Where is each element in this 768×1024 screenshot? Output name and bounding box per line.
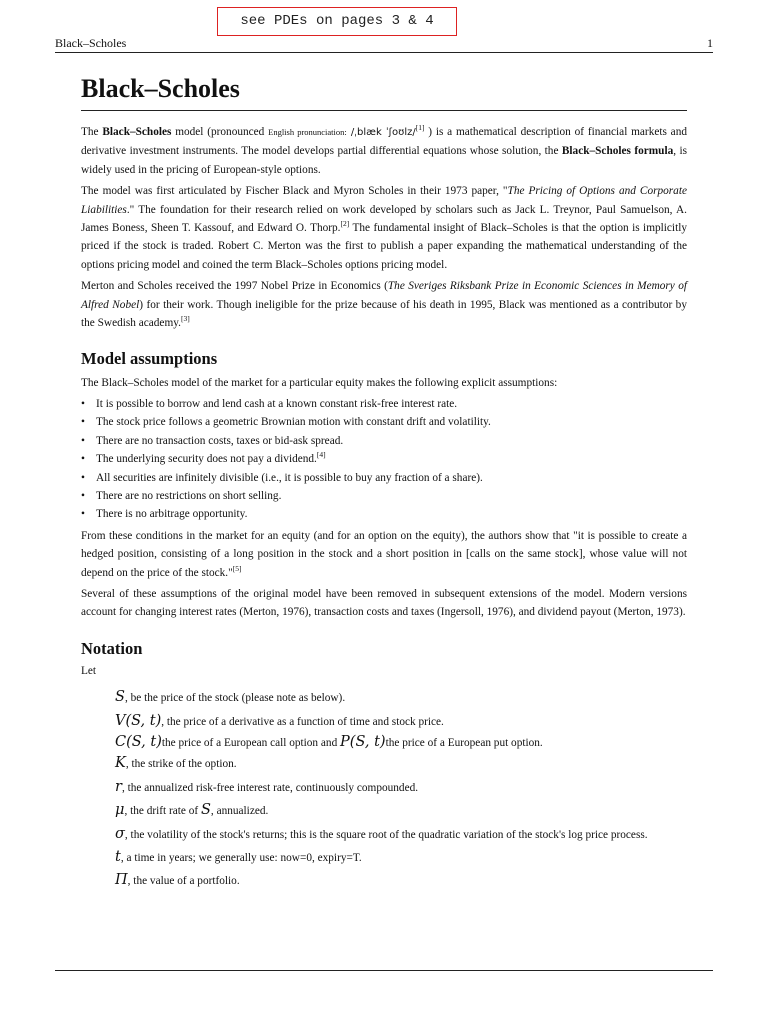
notation-item-pi: Π, the value of a portfolio. xyxy=(115,872,240,889)
notation-item-r: r, the annualized risk-free interest rate, continuously compounded. xyxy=(115,778,419,795)
assumptions-list xyxy=(81,395,687,524)
term-black-scholes-formula: Black–Scholes formula xyxy=(561,145,674,158)
notation-item-sigma: σ, the volatility of the stock's returns; this is the square root of the quadratic variation of the stock's log price process. xyxy=(115,825,648,842)
citation-5[interactable]: [5] xyxy=(232,563,242,573)
citation-3[interactable]: [3] xyxy=(180,314,190,324)
math-symbol: P(S, t) xyxy=(340,733,386,750)
list-item: • The underlying security does not pay a dividend.[4] xyxy=(81,450,326,466)
running-head xyxy=(55,36,713,53)
math-symbol: r xyxy=(115,778,122,795)
notation-item-mu: μ, the drift rate of S, annualized. xyxy=(115,802,269,819)
math-symbol: σ xyxy=(115,825,125,842)
section-heading-model-assumptions: Model assumptions xyxy=(81,349,218,369)
term-black-scholes: Black–Scholes xyxy=(102,126,172,138)
paper-title: The Pricing of Options and Corporate Liabilities xyxy=(81,185,687,216)
conditions-paragraph: From these conditions in the market for an equity (and for an option on the equity), the authors show that "it is possible to create a hedged position, consisting of a long position in the stock and a short position in [calls on the same stock], whose value will not depend on the price of the stock."[5] xyxy=(81,529,687,579)
list-item: • It is possible to borrow and lend cash at a known constant risk-free interest rate. xyxy=(81,397,458,410)
running-head-title: Black–Scholes xyxy=(55,36,127,50)
list-item: • There are no transaction costs, taxes or bid-ask spread. xyxy=(81,434,344,447)
page-number: 1 xyxy=(707,36,713,50)
notation-item-v: V(S, t), the price of a derivative as a function of time and stock price. xyxy=(115,712,444,729)
article-body xyxy=(81,72,687,891)
intro-paragraph-2: The model was first articulated by Fischer Black and Myron Scholes in their 1973 paper, "The Pricing of Options and Corporate Liabilities." The foundation for their research relied on work developed by scholars such as Jack L. Treynor, Paul Samuelson, A. James Boness, Sheen T. Kassouf, and Edward O. Thorp.[2] The fundamental insight of Black–Scholes is that the option is implicitly priced if the stock is traded. Robert C. Merton was the first to publish a paper expanding the mathematical understanding of the options pricing model and coined the term Black–Scholes options pricing model. xyxy=(81,185,687,271)
page-title: Black–Scholes xyxy=(81,72,687,111)
notation-item-c-p: C(S, t)the price of a European call option and P(S, t)the price of a European put option. xyxy=(115,733,543,750)
citation-2[interactable]: [2] xyxy=(340,219,350,229)
notation-item-k: K, the strike of the option. xyxy=(115,755,237,772)
pronunciation-label[interactable]: English pronunciation: xyxy=(268,127,347,137)
list-item: • There are no restrictions on short selling. xyxy=(81,489,282,502)
citation-1[interactable]: [1] xyxy=(415,123,425,133)
math-symbol: S xyxy=(200,802,211,819)
section-heading-notation: Notation xyxy=(81,638,143,658)
notation-item-s: S, be the price of the stock (please note as below). xyxy=(115,689,346,706)
assumptions-lead: The Black–Scholes model of the market for a particular equity makes the following explicit assumptions: xyxy=(81,377,558,390)
pde-annotation-box: see PDEs on pages 3 & 4 xyxy=(217,7,457,36)
list-item: • The stock price follows a geometric Brownian motion with constant drift and volatility. xyxy=(81,416,491,429)
math-symbol: K xyxy=(115,755,126,772)
math-symbol: S xyxy=(115,689,125,706)
math-symbol: μ xyxy=(115,802,125,819)
notation-let: Let xyxy=(81,664,97,677)
prize-name: The Sveriges Riksbank Prize in Economic Sciences in Memory of Alfred Nobel xyxy=(81,280,687,311)
math-symbol: C(S, t) xyxy=(115,733,162,750)
notation-item-t: t, a time in years; we generally use: now=0, expiry=T. xyxy=(115,849,362,865)
extensions-paragraph: Several of these assumptions of the original model have been removed in subsequent extensions of the model. Modern versions account for changing interest rates (Merton, 1976), transaction costs and taxes (Ingersoll, 1976), and dividend payout (Merton, 1973). xyxy=(81,587,687,619)
ipa-pronunciation: /ˌblæk ˈʃoʊlz/ xyxy=(346,127,416,138)
citation-4[interactable]: [4] xyxy=(316,450,326,460)
intro-paragraph-3: Merton and Scholes received the 1997 Nobel Prize in Economics (The Sveriges Riksbank Prize in Economic Sciences in Memory of Alfred Nobel) for their work. Though ineligible for the prize because of his death in 1995, Black was mentioned as a contributor by the Swedish academy.[3] xyxy=(81,280,687,330)
math-symbol: t xyxy=(115,849,121,865)
footer-rule xyxy=(55,970,713,971)
list-item: • There is no arbitrage opportunity. xyxy=(81,508,248,521)
list-item: • All securities are infinitely divisible (i.e., it is possible to buy any fraction of a share). xyxy=(81,471,483,484)
math-symbol: V(S, t) xyxy=(115,712,162,729)
intro-paragraph-1: The Black–Scholes model (pronounced English pronunciation: /ˌblæk ˈʃoʊlz/[1] ) is a mathematical description of financial markets and derivative investment instruments. The model develops partial differential equations whose solution, the Black–Scholes formula, is widely used in the pricing of European-style options. xyxy=(81,123,687,176)
math-symbol: Π xyxy=(115,872,128,889)
